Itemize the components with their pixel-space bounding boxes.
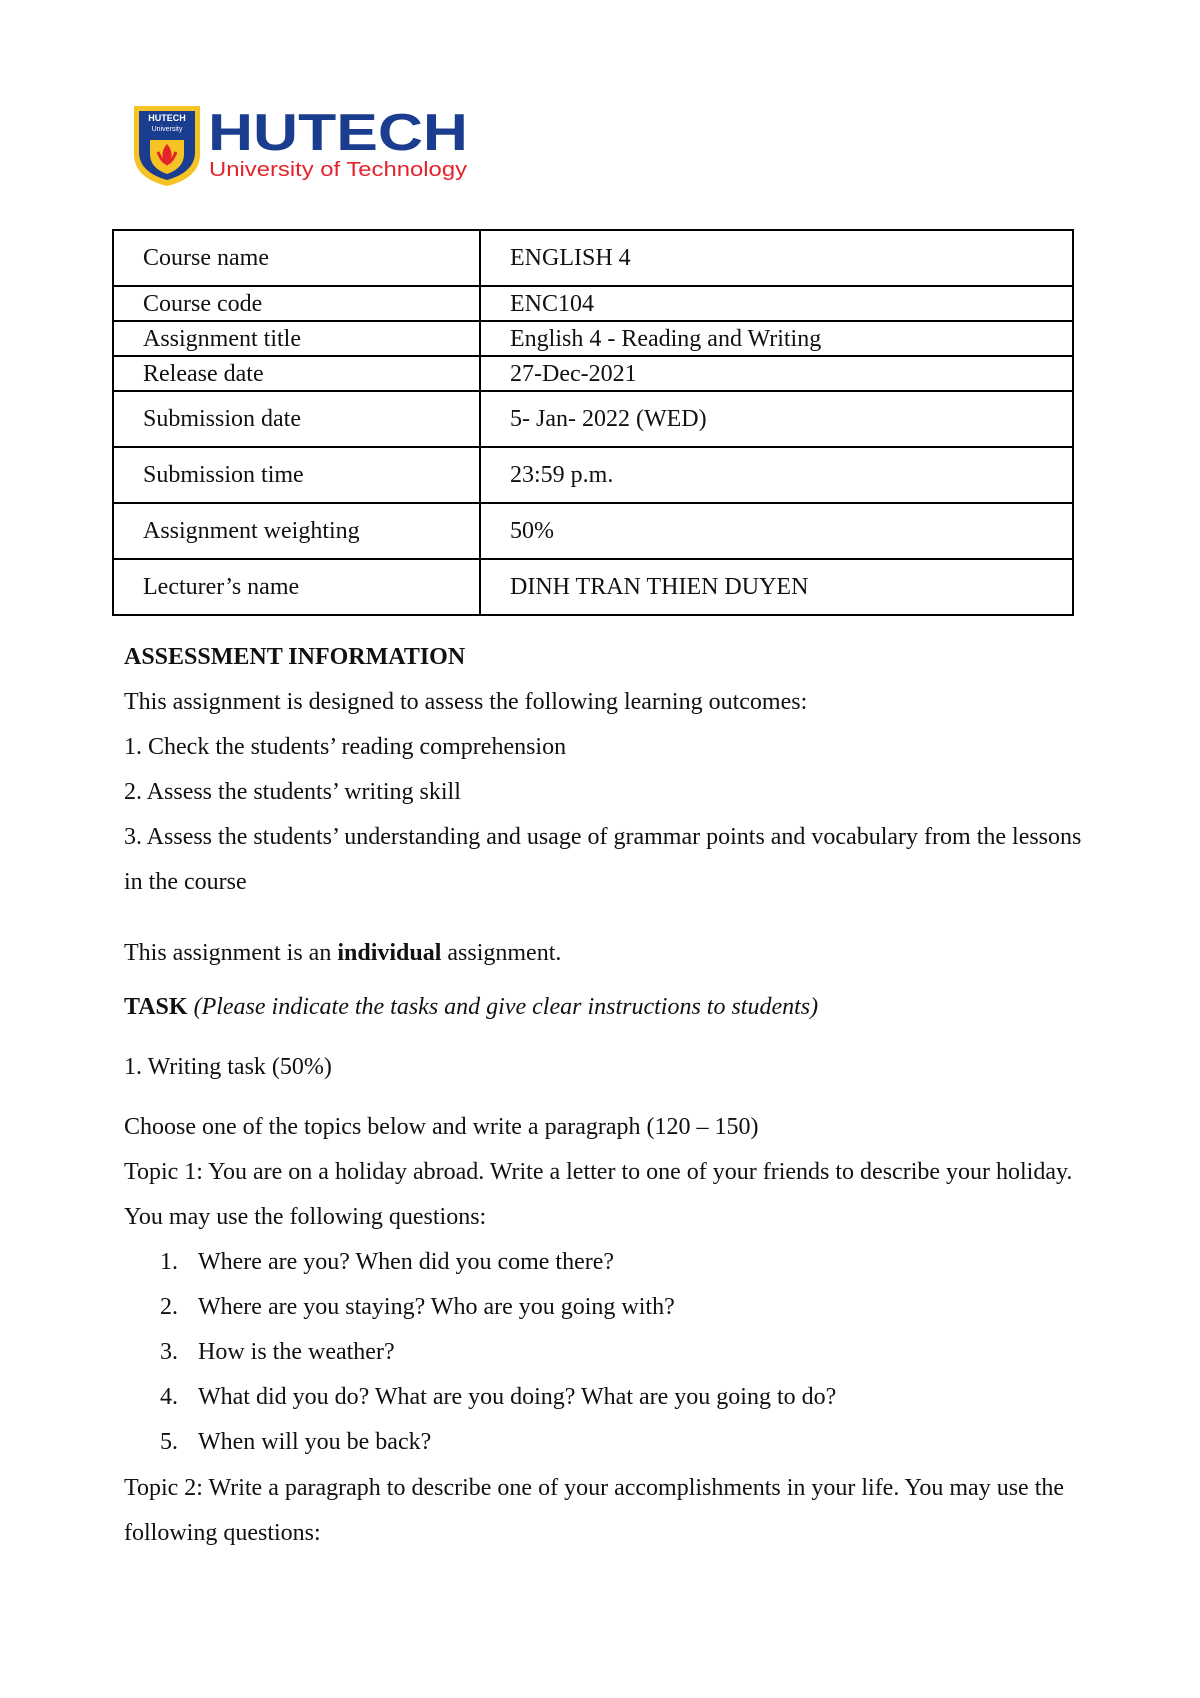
label-lecturer-name: Lecturer’s name xyxy=(113,559,480,615)
value-release-date: 27-Dec-2021 xyxy=(480,356,1073,391)
label-course-code: Course code xyxy=(113,286,480,321)
outcome-item: 2. Assess the students’ writing skill xyxy=(124,779,461,805)
table-row xyxy=(113,321,1073,356)
value-submission-time: 23:59 p.m. xyxy=(480,447,1073,503)
label-release-date: Release date xyxy=(113,356,480,391)
topic1-intro: Topic 1: You are on a holiday abroad. Write a letter to one of your friends to describe your holiday. You may use the following questions: xyxy=(124,1159,1073,1230)
list-item: 1. Where are you? When did you come there? xyxy=(160,1249,615,1275)
table-row xyxy=(113,286,1073,321)
label-submission-date: Submission date xyxy=(113,391,480,447)
outcome-item: 3. Assess the students’ understanding and usage of grammar points and vocabulary from the lessons in the course xyxy=(124,824,1082,895)
badge-line1: HUTECH xyxy=(148,113,186,123)
list-item: 2. Where are you staying? Who are you going with? xyxy=(160,1294,675,1320)
assessment-intro: This assignment is designed to assess the following learning outcomes: xyxy=(124,689,808,715)
assessment-section xyxy=(124,635,1104,905)
list-item: 3. How is the weather? xyxy=(160,1339,395,1365)
value-assignment-weighting: 50% xyxy=(480,503,1073,559)
choose-instruction: Choose one of the topics below and write a paragraph (120 – 150) xyxy=(124,1114,759,1140)
value-submission-date: 5- Jan- 2022 (WED) xyxy=(480,391,1073,447)
table-row xyxy=(113,230,1073,286)
logo-tagline: University of Technology xyxy=(209,159,467,181)
individual-statement: This assignment is an individual assignment. xyxy=(124,940,562,966)
table-row xyxy=(113,391,1073,447)
list-item: 4. What did you do? What are you doing? What are you going to do? xyxy=(160,1384,837,1410)
label-course-name: Course name xyxy=(113,230,480,286)
task-heading: TASK xyxy=(124,994,188,1020)
label-assignment-weighting: Assignment weighting xyxy=(113,503,480,559)
writing-task-title: 1. Writing task (50%) xyxy=(124,1054,332,1080)
list-item: 5. When will you be back? xyxy=(160,1429,432,1455)
table-row xyxy=(113,503,1073,559)
topic2-section xyxy=(124,1466,1104,1556)
value-course-name: ENGLISH 4 xyxy=(480,230,1073,286)
topic2-intro: Topic 2: Write a paragraph to describe one of your accomplishments in your life. You may use the following questions: xyxy=(124,1475,1065,1546)
hutech-logo xyxy=(132,104,472,188)
label-assignment-title: Assignment title xyxy=(113,321,480,356)
task-note: (Please indicate the tasks and give clear instructions to students) xyxy=(193,994,819,1020)
task-heading-line xyxy=(124,985,1104,1030)
logo-wordmark: HUTECH xyxy=(208,104,468,162)
label-submission-time: Submission time xyxy=(113,447,480,503)
table-row xyxy=(113,447,1073,503)
topic1-question-list xyxy=(160,1240,1100,1465)
assessment-heading: ASSESSMENT INFORMATION xyxy=(124,644,466,670)
table-row xyxy=(113,356,1073,391)
topics-section xyxy=(124,1105,1104,1240)
badge-line2: University xyxy=(151,126,183,133)
value-lecturer-name: DINH TRAN THIEN DUYEN xyxy=(480,559,1073,615)
value-assignment-title: English 4 - Reading and Writing xyxy=(480,321,1073,356)
individual-emphasis: individual xyxy=(337,940,442,966)
outcome-item: 1. Check the students’ reading comprehension xyxy=(124,734,567,760)
assignment-info-table xyxy=(112,229,1074,616)
value-course-code: ENC104 xyxy=(480,286,1073,321)
table-row xyxy=(113,559,1073,615)
